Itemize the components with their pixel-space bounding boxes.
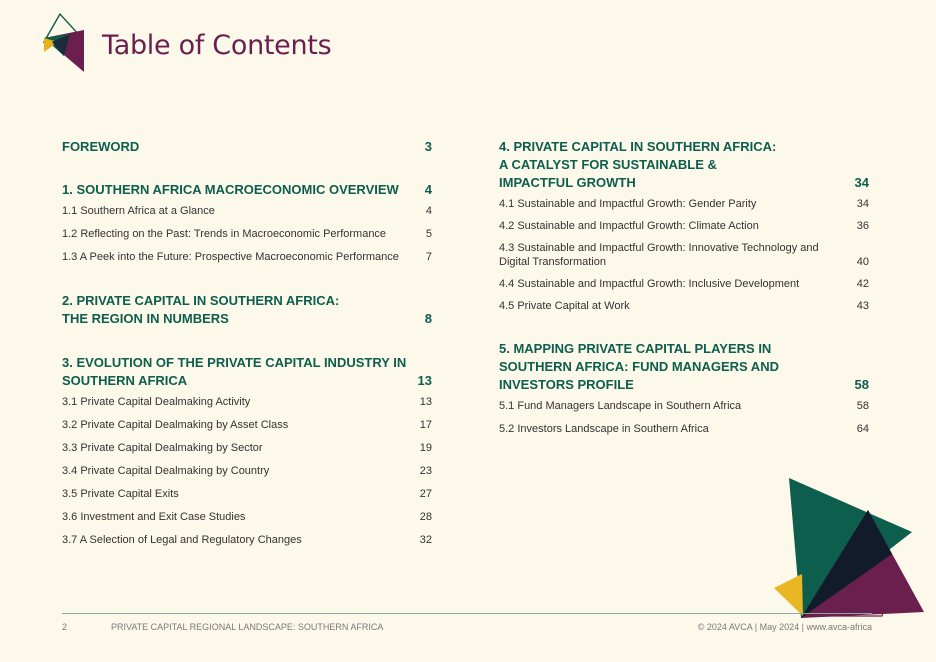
toc-item-3-5[interactable]: [62, 487, 432, 501]
footer-copyright: © 2024 AVCA | May 2024 | www.avca-africa: [697, 622, 872, 632]
avca-logo-icon: [42, 12, 86, 74]
toc-section-1[interactable]: [62, 181, 432, 199]
toc-item-page: 34: [856, 198, 869, 210]
footer-divider: [62, 613, 872, 614]
toc-section-4[interactable]: [499, 138, 869, 192]
toc-item-page: 42: [856, 278, 869, 290]
toc-item-page: 43: [856, 300, 869, 312]
decorative-triangles-graphic: [760, 470, 936, 620]
toc-item-5-1[interactable]: [499, 399, 869, 413]
toc-item-4-4[interactable]: [499, 277, 869, 291]
toc-item-page: 64: [856, 423, 869, 435]
toc-section-2[interactable]: [62, 292, 432, 328]
toc-item-1-1[interactable]: [62, 204, 432, 218]
toc-item-label: 1.2 Reflecting on the Past: Trends in Macroeconomic Performance: [62, 228, 387, 240]
toc-section-5[interactable]: [499, 340, 869, 394]
toc-section-page: 13: [417, 373, 432, 388]
toc-item-label: 5.1 Fund Managers Landscape in Southern Africa: [499, 400, 742, 412]
toc-section-title: 1. SOUTHERN AFRICA MACROECONOMIC OVERVIEW: [62, 182, 399, 197]
toc-item-page: 28: [419, 511, 432, 523]
toc-item-label: 5.2 Investors Landscape in Southern Africa: [499, 423, 709, 435]
toc-right-column: [499, 138, 869, 436]
toc-item-4-3[interactable]: [499, 241, 869, 269]
toc-item-page: 19: [419, 442, 432, 454]
page-title: Table of Contents: [102, 30, 332, 61]
toc-item-label: 1.1 Southern Africa at a Glance: [62, 205, 215, 217]
toc-item-label: 4.4 Sustainable and Impactful Growth: Inclusive Development: [499, 278, 800, 290]
toc-item-label: 4.5 Private Capital at Work: [499, 300, 630, 312]
toc-item-page: 4: [425, 205, 432, 217]
toc-section-page: 4: [424, 182, 432, 197]
toc-item-page: 27: [419, 488, 432, 500]
toc-item-page: 58: [856, 400, 869, 412]
toc-item-page: 7: [425, 251, 432, 263]
toc-item-label: 3.7 A Selection of Legal and Regulatory Changes: [62, 534, 302, 546]
toc-item-page: 23: [419, 465, 432, 477]
toc-item-3-4[interactable]: [62, 464, 432, 478]
toc-item-page: 13: [419, 396, 432, 408]
toc-item-label: 3.6 Investment and Exit Case Studies: [62, 511, 246, 523]
toc-item-label: 3.5 Private Capital Exits: [62, 488, 179, 500]
toc-item-3-3[interactable]: [62, 441, 432, 455]
toc-section-page: 8: [424, 311, 432, 326]
toc-section-title: 4. PRIVATE CAPITAL IN SOUTHERN AFRICA: A CATALYST FOR SUSTAINABLE & IMPACTFUL GROWTH: [499, 139, 777, 190]
toc-item-page: 40: [856, 256, 869, 268]
toc-item-3-1[interactable]: [62, 395, 432, 409]
toc-item-label: 4.3 Sustainable and Impactful Growth: Innovative Technology and Digital Transformation: [499, 242, 819, 268]
toc-section-page: 3: [424, 139, 432, 154]
toc-left-column: [62, 138, 432, 547]
toc-item-3-2[interactable]: [62, 418, 432, 432]
toc-item-label: 3.4 Private Capital Dealmaking by Country: [62, 465, 270, 477]
toc-item-page: 32: [419, 534, 432, 546]
toc-item-label: 3.3 Private Capital Dealmaking by Sector: [62, 442, 263, 454]
toc-item-3-7[interactable]: [62, 533, 432, 547]
toc-section-title: 3. EVOLUTION OF THE PRIVATE CAPITAL INDUSTRY IN SOUTHERN AFRICA: [62, 355, 407, 388]
toc-item-label: 3.1 Private Capital Dealmaking Activity: [62, 396, 251, 408]
toc-section-page: 58: [854, 377, 869, 392]
toc-item-page: 36: [856, 220, 869, 232]
toc-item-4-5[interactable]: [499, 299, 869, 313]
toc-item-5-2[interactable]: [499, 422, 869, 436]
toc-item-page: 17: [419, 419, 432, 431]
toc-item-1-3[interactable]: [62, 250, 432, 264]
toc-section-title: 5. MAPPING PRIVATE CAPITAL PLAYERS IN SOUTHERN AFRICA: FUND MANAGERS AND INVESTORS PROFILE: [499, 341, 779, 392]
toc-item-4-1[interactable]: [499, 197, 869, 211]
toc-section-3[interactable]: [62, 354, 432, 390]
toc-section-title: 2. PRIVATE CAPITAL IN SOUTHERN AFRICA: THE REGION IN NUMBERS: [62, 293, 340, 326]
toc-item-4-2[interactable]: [499, 219, 869, 233]
toc-item-label: 4.1 Sustainable and Impactful Growth: Gender Parity: [499, 198, 757, 210]
toc-item-1-2[interactable]: [62, 227, 432, 241]
toc-item-label: 1.3 A Peek into the Future: Prospective Macroeconomic Performance: [62, 251, 399, 263]
toc-section-title: FOREWORD: [62, 139, 140, 154]
toc-section-page: 34: [854, 175, 869, 190]
footer-page-number: 2: [62, 622, 68, 632]
toc-item-label: 4.2 Sustainable and Impactful Growth: Climate Action: [499, 220, 759, 232]
toc-section-foreword[interactable]: [62, 138, 432, 156]
toc-item-3-6[interactable]: [62, 510, 432, 524]
toc-item-label: 3.2 Private Capital Dealmaking by Asset Class: [62, 419, 289, 431]
footer-doc-title: PRIVATE CAPITAL REGIONAL LANDSCAPE: SOUTHERN AFRICA: [111, 622, 384, 632]
toc-item-page: 5: [425, 228, 432, 240]
